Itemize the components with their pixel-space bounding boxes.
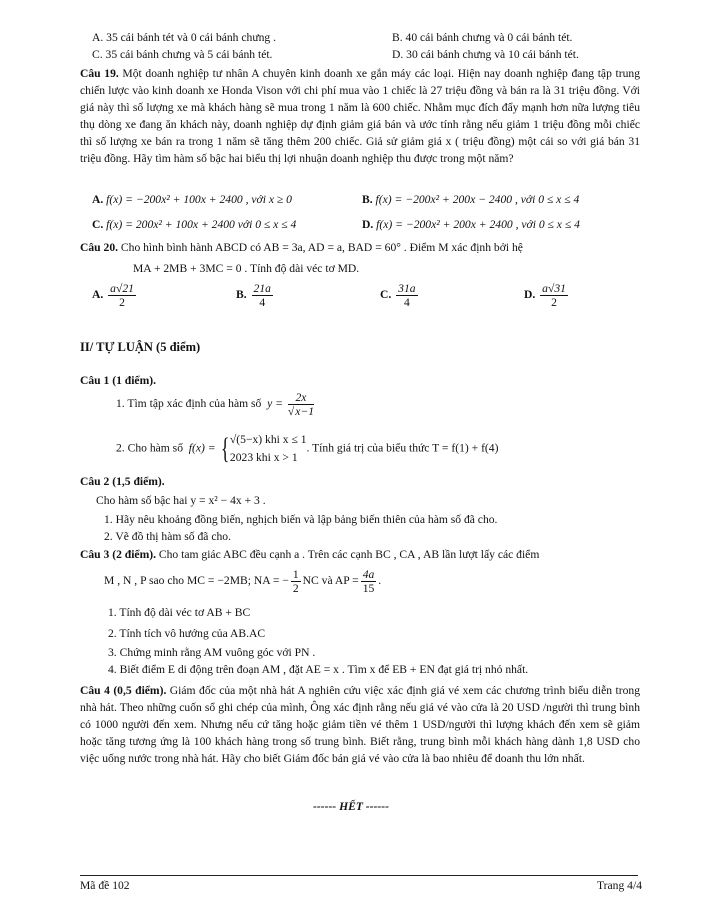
question-19 — [80, 65, 640, 167]
c2-intro: Cho hàm số bậc hai y = x² − 4x + 3 . — [96, 494, 266, 507]
q19-option-d: D. f(x) = −200x² + 200x + 2400 , với 0 ≤ x ≤ 4 — [362, 218, 580, 231]
q20-option-b: B. $\frac{21a}{4}$ — [236, 282, 271, 309]
q19-label: Câu 19. — [80, 67, 119, 80]
c3-item1: 1. Tính độ dài véc tơ AB + BC — [108, 606, 251, 619]
c4-title: Câu 4 (0,5 điểm). — [80, 684, 167, 697]
c3-line1: Câu 3 (2 điểm). Cho tam giác ABC đều cạnh a . Trên các cạnh BC , CA , AB lần lượt lấy các điểm — [80, 548, 540, 561]
c2-item1: 1. Hãy nêu khoảng đồng biến, nghịch biến và lập bảng biến thiên của hàm số đã cho. — [104, 513, 498, 526]
q20-option-d: D. $\frac{a√31}{2}$ — [524, 282, 566, 309]
q19-text: Một doanh nghiệp tư nhân A chuyên kinh doanh xe gắn máy các loại. Hiện nay doanh nghiệp đang tập trung chiến lược vào kinh doanh xe Honda Vison với chi phí mua vào 1 chiếc là 27 triệu đồng và bán ra là 31 triệu đồng. Với giá này thì số lượng xe mà khách hàng sẽ mua trong 1 năm là 600 chiếc. Nhằm mục đích đẩy mạnh hơn nữa lượng tiêu thụ dòng xe đang ăn khách này, doanh nghiệp dự định giảm giá bán và ước tính rằng nếu giảm 1 triệu đồng mỗi chiếc thì số lượng xe bán ra trong 1 năm sẽ tăng thêm 200 chiếc. Giả sử giảm giá x ( triệu đồng) một cái so với giá bán 31 triệu đồng. Hãy tìm hàm số bậc hai biểu thị lợi nhuận doanh nghiệp thu được trong một năm? — [80, 67, 640, 165]
q20-option-c: C. $\frac{31a}{4}$ — [380, 282, 416, 309]
footer-page-number: Trang 4/4 — [597, 879, 642, 892]
c2-title: Câu 2 (1,5 điểm). — [80, 475, 165, 488]
end-mark: ------ HẾT ------ — [313, 800, 389, 813]
c1-item2: 2. Cho hàm số f(x) = { √(5−x) khi x ≤ 1 2023 khi x > 1 . Tính giá trị của biểu thức T = f(1) + f(4) — [116, 432, 499, 465]
q19-option-c: C. f(x) = 200x² + 100x + 2400 với 0 ≤ x ≤ 4 — [92, 218, 297, 231]
q19-option-a: A. f(x) = −200x² + 100x + 2400 , với x ≥ 0 — [92, 193, 292, 206]
c4-text: Giám đốc của một nhà hát A nghiên cứu việc xác định giá vé xem các chương trình biểu diễn trong nhà hát. Theo những cuốn sổ ghi chép của mình, Ông xác định rằng nếu giá vé vào cửa là 20 USD /người thì trung bình có 1000 người đến xem. Nhưng nếu cứ tăng hoặc giảm tiền vé thêm 1 USD/người thì lượng khách đến xem sẽ giảm hoặc tăng tương ứng là 100 khách hàng trong số trung bình. Biết rằng, trung bình mỗi khách hàng dành 1,8 USD cho việc uống nước trong nhà hát. Hãy cho biết Giám đốc bán giá vé vào cửa là bao nhiêu để doanh thu lớn nhất. — [80, 684, 640, 765]
section-title: II/ TỰ LUẬN (5 điểm) — [80, 340, 201, 354]
question-20-line2: MA + 2MB + 3MC = 0 . Tính độ dài véc tơ MD. — [133, 262, 360, 275]
footer-divider — [80, 875, 638, 876]
q20-option-a: A. $\frac{a√21}{2}$ — [92, 282, 134, 309]
q18-option-c: C. 35 cái bánh chưng và 5 cái bánh tét. — [92, 48, 273, 61]
q19-option-b: B. f(x) = −200x² + 200x − 2400 , với 0 ≤ x ≤ 4 — [362, 193, 580, 206]
q18-option-a: A. 35 cái bánh tét và 0 cái bánh chưng . — [92, 31, 276, 44]
question-20-line1: Câu 20. Cho hình bình hành ABCD có AB = 3a, AD = a, BAD = 60° . Điểm M xác định bởi hệ — [80, 241, 523, 254]
c4-paragraph — [80, 682, 640, 767]
c3-line2: M , N , P sao cho MC = −2MB; NA = − $\frac{1}{2}$ NC và AP = $\frac{4a}{15}$ . — [104, 568, 382, 595]
c3-item3: 3. Chứng minh rằng AM vuông góc với PN . — [108, 646, 316, 659]
q18-option-d: D. 30 cái bánh chưng và 10 cái bánh tét. — [392, 48, 579, 61]
c1-item1: 1. Tìm tập xác định của hàm số y = $\frac{2x}{√x-1}$ — [116, 391, 315, 418]
c1-title: Câu 1 (1 điểm). — [80, 374, 156, 387]
c3-item2: 2. Tính tích vô hướng của AB.AC — [108, 627, 266, 640]
footer-exam-code: Mã đề 102 — [80, 879, 130, 892]
c2-item2: 2. Vẽ đồ thị hàm số đã cho. — [104, 530, 231, 543]
q18-option-b: B. 40 cái bánh chưng và 0 cái bánh tét. — [392, 31, 573, 44]
c3-item4: 4. Biết điểm E di động trên đoạn AM , đặt AE = x . Tìm x để EB + EN đạt giá trị nhỏ nhất. — [108, 663, 529, 676]
